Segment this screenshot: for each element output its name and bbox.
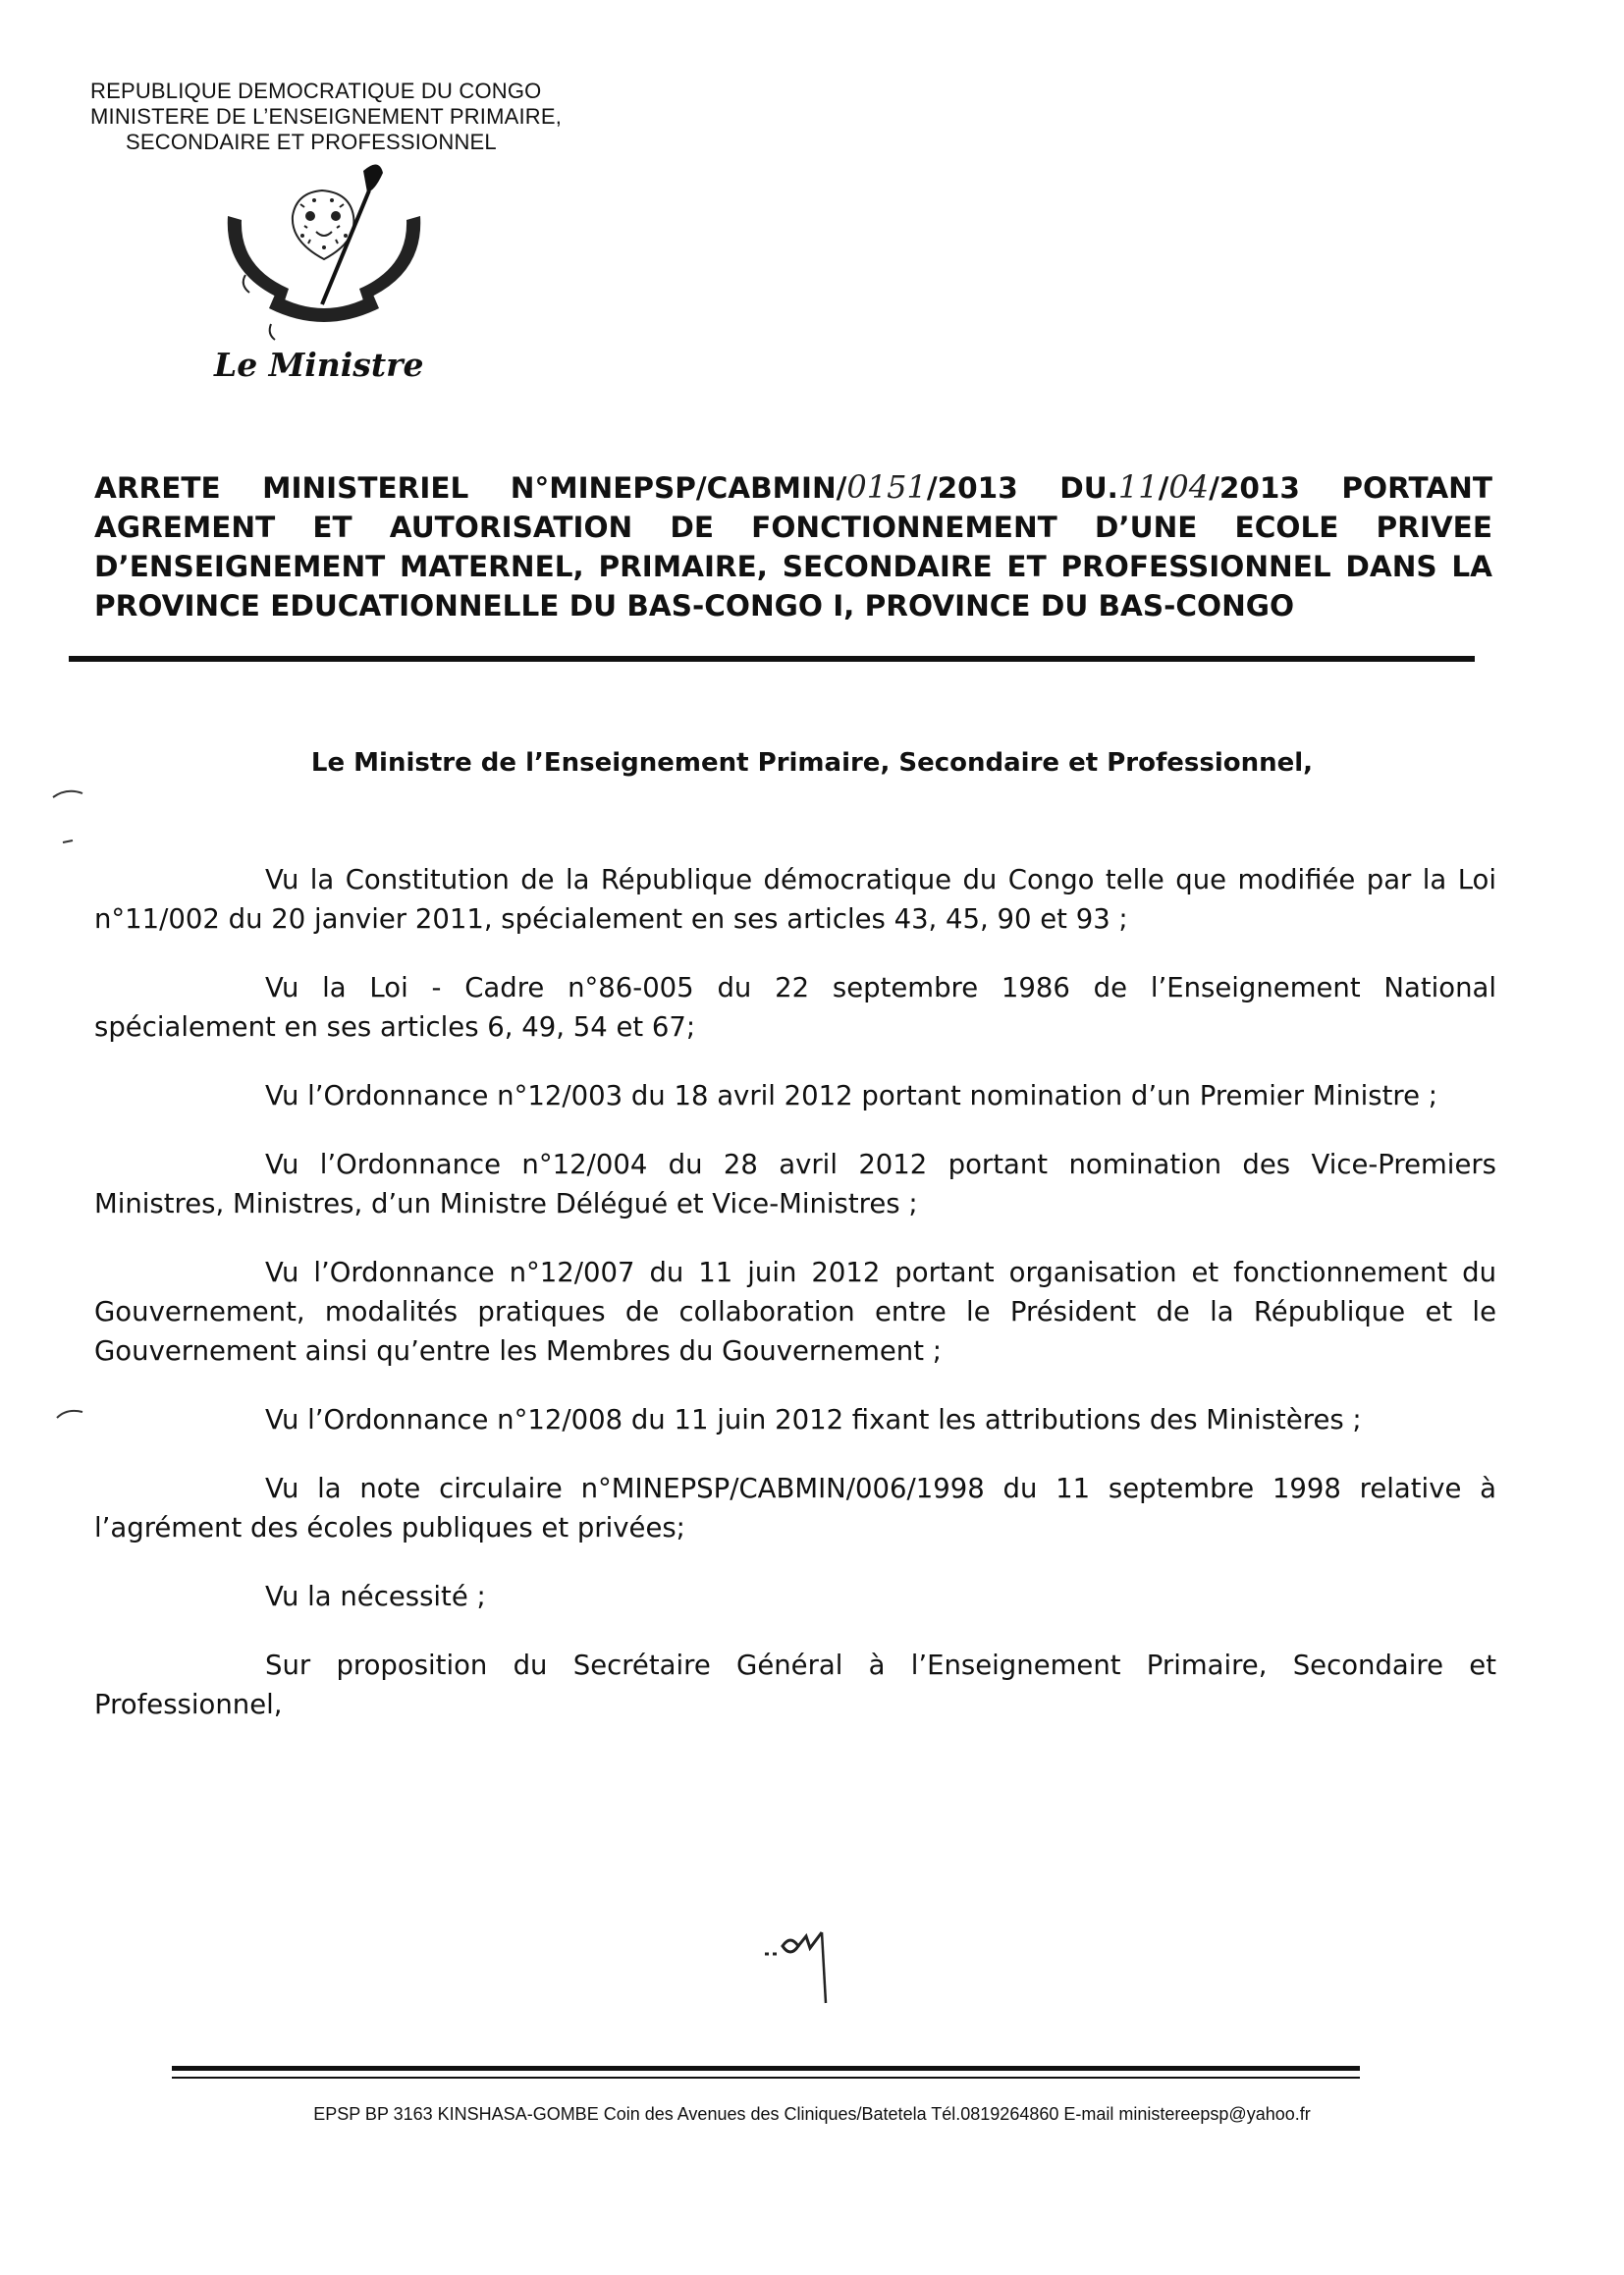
- preamble-paragraph: Vu l’Ordonnance n°12/004 du 28 avril 2012 portant nomination des Vice-Premiers Ministres, Ministres, d’un Ministre Délégué et Vice-Ministres ;: [94, 1149, 1496, 1219]
- minister-intro: Le Ministre de l’Enseignement Primaire, Secondaire et Professionnel,: [310, 748, 1314, 778]
- preamble-paragraph: Vu la Loi - Cadre n°86-005 du 22 septembre 1986 de l’Enseignement National spécialement en ses articles 6, 49, 54 et 67;: [94, 972, 1496, 1043]
- coat-of-arms-emblem: [206, 157, 442, 353]
- decree-title-prefix: ARRETE MINISTERIEL N°MINEPSP/CABMIN/: [94, 471, 847, 505]
- decree-title: [94, 467, 1492, 625]
- letterhead-country: REPUBLIQUE DEMOCRATIQUE DU CONGO: [90, 79, 542, 103]
- decree-title-suffix: /2013 PORTANT AGREMENT ET AUTORISATION DE FONCTIONNEMENT D’UNE ECOLE PRIVEE D’ENSEIGNEMENT MATERNEL, PRIMAIRE, SECONDAIRE ET PROFESSIONNEL DANS LA PROVINCE EDUCATIONNELLE DU BAS-CONGO I, PROVINCE DU BAS-CONGO: [94, 471, 1492, 623]
- preamble-paragraph: Vu l’Ordonnance n°12/003 du 18 avril 2012 portant nomination d’un Premier Ministre ;: [265, 1080, 1438, 1111]
- handwritten-day: 11: [1117, 468, 1159, 506]
- footer-address: EPSP BP 3163 KINSHASA-GOMBE Coin des Avenues des Cliniques/Batetela Tél.0819264860 E-mail ministereepsp@yahoo.fr: [313, 2104, 1311, 2124]
- preamble-paragraph: Vu la note circulaire n°MINEPSP/CABMIN/006/1998 du 11 septembre 1998 relative à l’agrément des écoles publiques et privées;: [94, 1473, 1496, 1544]
- handwritten-initials: [761, 1924, 839, 2013]
- margin-mark: [49, 1406, 88, 1424]
- decree-title-sep: /: [1158, 471, 1169, 505]
- preamble-paragraph: Vu l’Ordonnance n°12/008 du 11 juin 2012 fixant les attributions des Ministères ;: [265, 1404, 1362, 1435]
- preamble: [94, 860, 1496, 1754]
- letterhead-ministry: MINISTERE DE L’ENSEIGNEMENT PRIMAIRE,: [90, 104, 563, 129]
- preamble-paragraph: Vu la Constitution de la République démocratique du Congo telle que modifiée par la Loi n°11/002 du 20 janvier 2011, spécialement en ses articles 43, 45, 90 et 93 ;: [94, 864, 1496, 935]
- preamble-paragraph: Sur proposition du Secrétaire Général à l’Enseignement Primaire, Secondaire et Professionnel,: [94, 1650, 1496, 1720]
- title-divider: [69, 656, 1475, 662]
- margin-mark: [49, 835, 88, 852]
- footer-divider-thin: [172, 2077, 1360, 2079]
- coat-of-arms-icon: [206, 157, 442, 353]
- handwritten-decree-number: 0151: [846, 468, 927, 506]
- signature-title: Le Ministre: [214, 346, 424, 384]
- preamble-paragraph: Vu l’Ordonnance n°12/007 du 11 juin 2012 portant organisation et fonctionnement du Gouvernement, modalités pratiques de collaboration entre le Président de la République et le Gouvernement ainsi qu’entre les Membres du Gouvernement ;: [94, 1257, 1496, 1367]
- preamble-paragraph: Vu la nécessité ;: [265, 1581, 486, 1612]
- margin-mark: [49, 785, 88, 803]
- footer-divider: [172, 2066, 1360, 2071]
- letterhead: [90, 79, 562, 155]
- handwritten-month: 04: [1168, 468, 1210, 506]
- decree-title-mid: /2013 DU.: [926, 471, 1118, 505]
- letterhead-ministry-cont: SECONDAIRE ET PROFESSIONNEL: [126, 130, 497, 154]
